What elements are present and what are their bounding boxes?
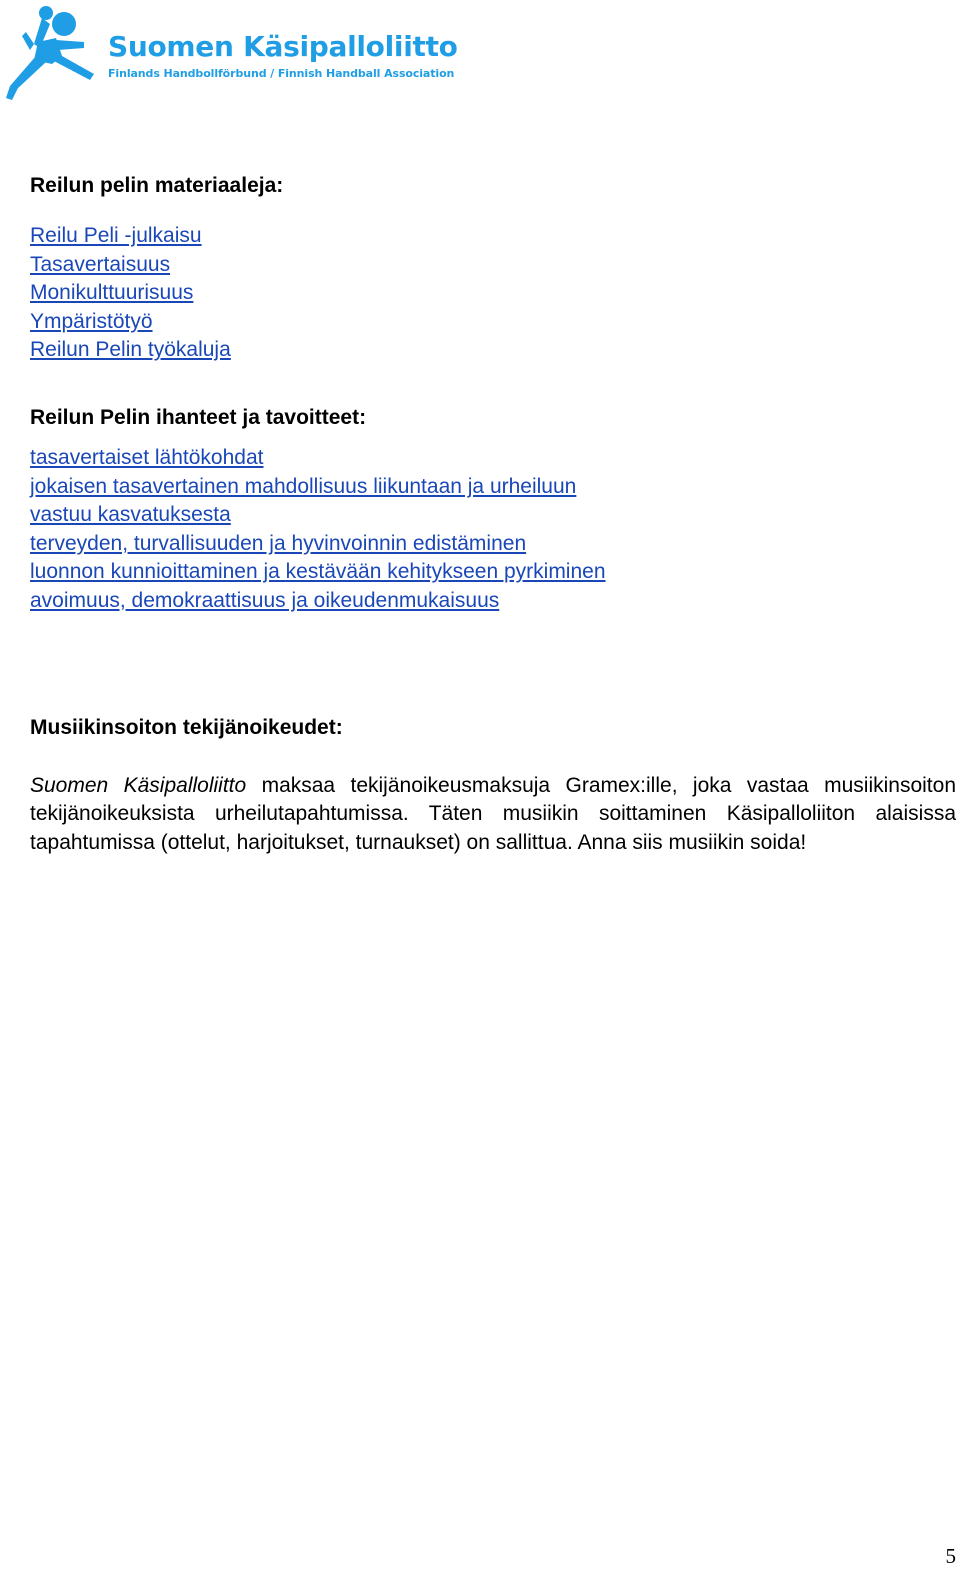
logo-subtitle: Finlands Handbollförbund / Finnish Handball Association <box>108 67 455 80</box>
list-item <box>30 558 606 587</box>
list-item <box>30 530 606 559</box>
link-monikulttuurisuus[interactable]: Monikulttuurisuus <box>30 281 194 305</box>
list-item <box>30 251 231 280</box>
paragraph-italic-name: Suomen Käsipalloliitto <box>30 774 247 797</box>
link-ideal-1[interactable]: tasavertaiset lähtökohdat <box>30 446 264 469</box>
list-item <box>30 444 606 473</box>
list-item <box>30 308 231 337</box>
ideals-link-list <box>30 444 606 616</box>
section-heading-music-rights: Musiikinsoiton tekijänoikeudet: <box>30 716 343 739</box>
logo-name: Suomen Käsipalloliitto <box>108 30 458 63</box>
list-item <box>30 473 606 502</box>
link-ideal-6[interactable]: avoimuus, demokraattisuus ja oikeudenmukaisuus <box>30 588 500 612</box>
page-number: 5 <box>945 1544 956 1568</box>
link-reilun-pelin-tyokaluja[interactable]: Reilun Pelin työkaluja <box>30 338 231 362</box>
link-tasavertaisuus[interactable]: Tasavertaisuus <box>30 252 171 276</box>
list-item <box>30 336 231 365</box>
paragraph-body: maksaa tekijänoikeusmaksuja Gramex:ille, joka vastaa musiikinsoiton tekijänoikeuksista urheilutapahtumissa. Täten musiikin soittaminen Käsipalloliiton alaisissa tapahtumissa (ottelut, harjoitukset, turnaukset) on sallittua. Anna siis musiikin soida! <box>30 774 956 854</box>
link-ideal-4[interactable]: terveyden, turvallisuuden ja hyvinvoinnin edistäminen <box>30 531 527 555</box>
link-ymparistotyo[interactable]: Ympäristötyö <box>30 309 153 333</box>
music-rights-paragraph <box>30 772 956 857</box>
handball-player-icon <box>4 4 104 100</box>
materials-link-list <box>30 222 231 365</box>
federation-logo <box>4 4 458 100</box>
link-reilu-peli-julkaisu[interactable]: Reilu Peli -julkaisu <box>30 224 202 247</box>
list-item <box>30 279 231 308</box>
section-heading-ideals: Reilun Pelin ihanteet ja tavoitteet: <box>30 406 367 429</box>
link-ideal-3[interactable]: vastuu kasvatuksesta <box>30 503 231 527</box>
list-item <box>30 222 231 251</box>
link-ideal-2[interactable]: jokaisen tasavertainen mahdollisuus liikuntaan ja urheiluun <box>30 474 577 498</box>
section-heading-materials: Reilun pelin materiaaleja: <box>30 174 284 197</box>
link-ideal-5[interactable]: luonnon kunnioittaminen ja kestävään kehitykseen pyrkiminen <box>30 560 606 584</box>
list-item <box>30 587 606 616</box>
list-item <box>30 501 606 530</box>
